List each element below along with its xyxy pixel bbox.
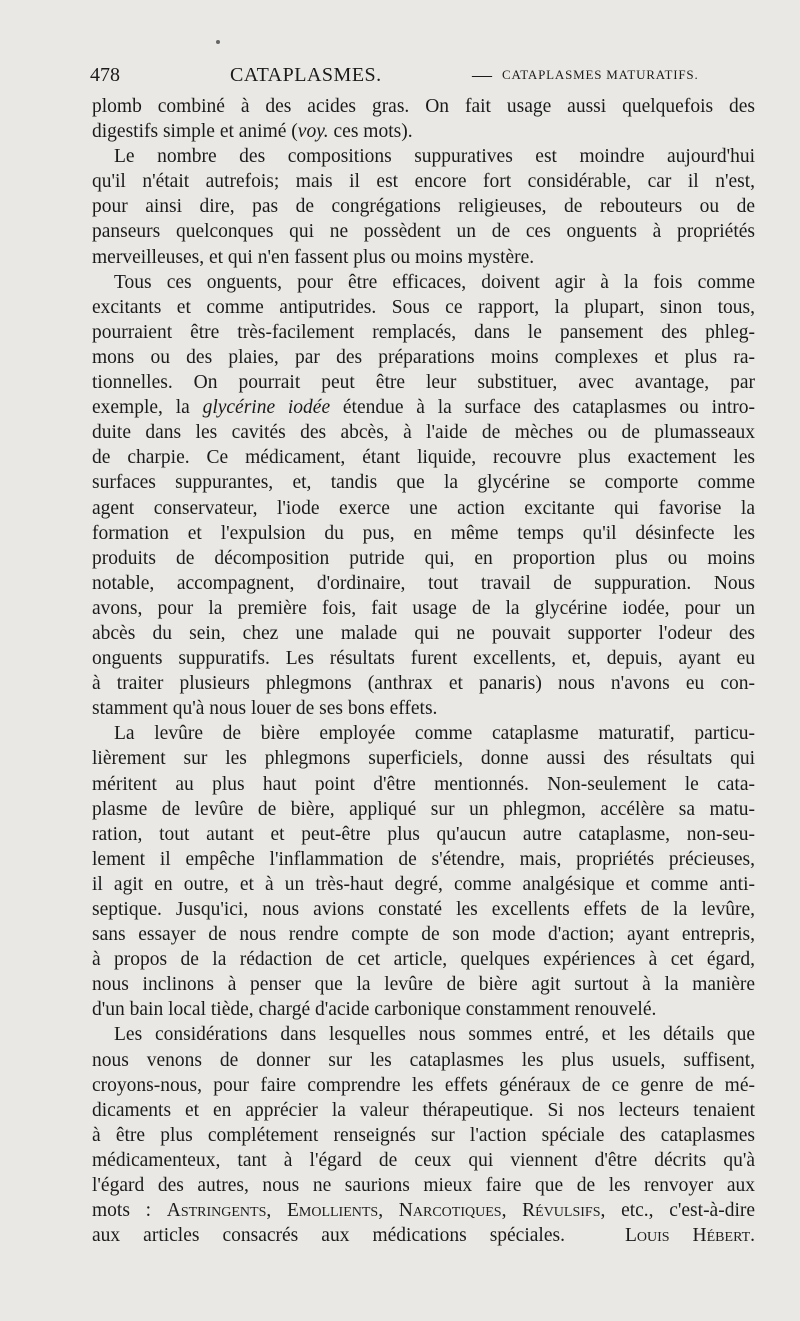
text-line: digestifs simple et animé (voy. ces mots). [92,121,413,143]
print-speck [216,40,220,44]
running-head [90,60,755,90]
text-line: à être plus complétement renseignés sur l'action spéciale des cataplasmes [92,1124,755,1146]
text-line: pour ainsi dire, pas de congrégations religieuses, de rebouteurs ou de [92,196,755,218]
author-signature: Louis Hébert. [624,1225,755,1247]
running-head-title: CATAPLASMES. [230,64,382,86]
text-line: lement il empêche l'inflammation de s'étendre, mais, propriétés précieuses, [92,848,755,870]
text-line: La levûre de bière employée comme cataplasme maturatif, particu- [114,723,755,745]
text-line: mons ou des plaies, par des préparations moins complexes et plus ra- [92,346,755,368]
text-line: excitants et comme antiputrides. Sous ce rapport, la plupart, sinon tous, [92,296,755,318]
text-line: plomb combiné à des acides gras. On fait usage aussi quelquefois des [92,96,755,117]
text-line: exemple, la glycérine iodée étendue à la surface des cataplasmes ou intro- [92,397,756,419]
page-number: 478 [90,64,120,86]
text-line: l'égard des autres, nous ne saurions mieux faire que de les renvoyer aux [92,1175,755,1197]
text-line: panseurs quelconques qui ne possèdent un de ces onguents à propriétés [92,221,755,243]
text-line: sans essayer de nous rendre compte de son mode d'action; ayant entrepris, [92,924,755,946]
text-line: onguents suppuratifs. Les résultats furent excellents, et, depuis, ayant eu [92,648,755,670]
text-line: Les considérations dans lesquelles nous sommes entré, et les détails que [114,1024,755,1046]
text-line: septique. Jusqu'ici, nous avions constaté les excellents effets de la levûre, [92,899,755,920]
text-line: plasme de levûre de bière, appliqué sur un phlegmon, accélère sa matu- [92,798,755,820]
running-head-separator: — [472,64,492,86]
text-line: avons, pour la première fois, fait usage de la glycérine iodée, pour un [92,597,755,619]
text-line: nous venons de donner sur les cataplasmes les plus usuels, suffisent, [92,1049,755,1071]
text-line: croyons-nous, pour faire comprendre les effets généraux de ce genre de mé- [92,1074,755,1096]
text-line: notable, accompagnent, d'ordinaire, tout travail de suppuration. Nous [92,572,755,594]
text-line: méritent au plus haut point d'être mentionnés. Non-seulement le cata- [92,773,755,795]
text-line: il agit en outre, et à un très-haut degré, comme analgésique et comme anti- [92,873,755,895]
text-line: surfaces suppurantes, et, tandis que la glycérine se comporte comme [92,472,755,494]
text-line: médicamenteux, tant à l'égard de ceux qui viennent d'être décrits qu'à [92,1149,755,1171]
text-line: stamment qu'à nous louer de ses bons effets. [92,698,438,720]
text-line: Le nombre des compositions suppuratives est moindre aujourd'hui [114,146,755,168]
text-line: merveilleuses, et qui n'en fassent plus ou moins mystère. [92,246,535,268]
text-line: ration, tout autant et peut-être plus qu'aucun autre cataplasme, non-seu- [92,823,755,845]
text-line: qu'il n'était autrefois; mais il est encore fort considérable, car il n'est, [92,171,755,193]
text-line: pourraient être très-facilement remplacés, dans le pansement des phleg- [92,321,755,343]
text-line: duite dans les cavités des abcès, à l'aide de mèches ou de plumasseaux [92,422,755,444]
text-line: aux articles consacrés aux médications spéciales. Louis Hébert. [92,1225,755,1247]
text-line: produits de décomposition putride qui, en proportion plus ou moins [92,547,755,569]
text-line: abcès du sein, chez une malade qui ne pouvait supporter l'odeur des [92,622,755,644]
text-line: formation et l'expulsion du pus, en même temps qu'il désinfecte les [92,522,755,544]
text-line: agent conservateur, l'iode exerce une action excitante qui favorise la [92,497,755,519]
text-line: tionnelles. On pourrait peut être leur substituer, avec avantage, par [92,372,755,394]
text-line: lièrement sur les phlegmons superficiels, donne aussi des résultats qui [92,748,755,770]
text-line: d'un bain local tiède, chargé d'acide carbonique constamment renouvelé. [92,999,657,1021]
text-line: dicaments et en apprécier la valeur thérapeutique. Si nos lecteurs tenaient [92,1099,755,1121]
body-text [92,94,755,1248]
text-line: Tous ces onguents, pour être efficaces, doivent agir à la fois comme [114,271,755,293]
text-line: de charpie. Ce médicament, étant liquide, recouvre plus exactement les [92,447,755,469]
text-line: nous inclinons à penser que la levûre de bière agit surtout à la manière [92,974,755,996]
text-line: mots : Astringents, Emollients, Narcotiques, Révulsifs, etc., c'est-à-dire [92,1200,756,1222]
text-line: à propos de la rédaction de cet article, quelques expériences à cet égard, [92,949,755,971]
text-line: à traiter plusieurs phlegmons (anthrax et panaris) nous n'avons eu con- [92,673,755,695]
running-head-subtitle: CATAPLASMES MATURATIFS. [502,67,699,82]
